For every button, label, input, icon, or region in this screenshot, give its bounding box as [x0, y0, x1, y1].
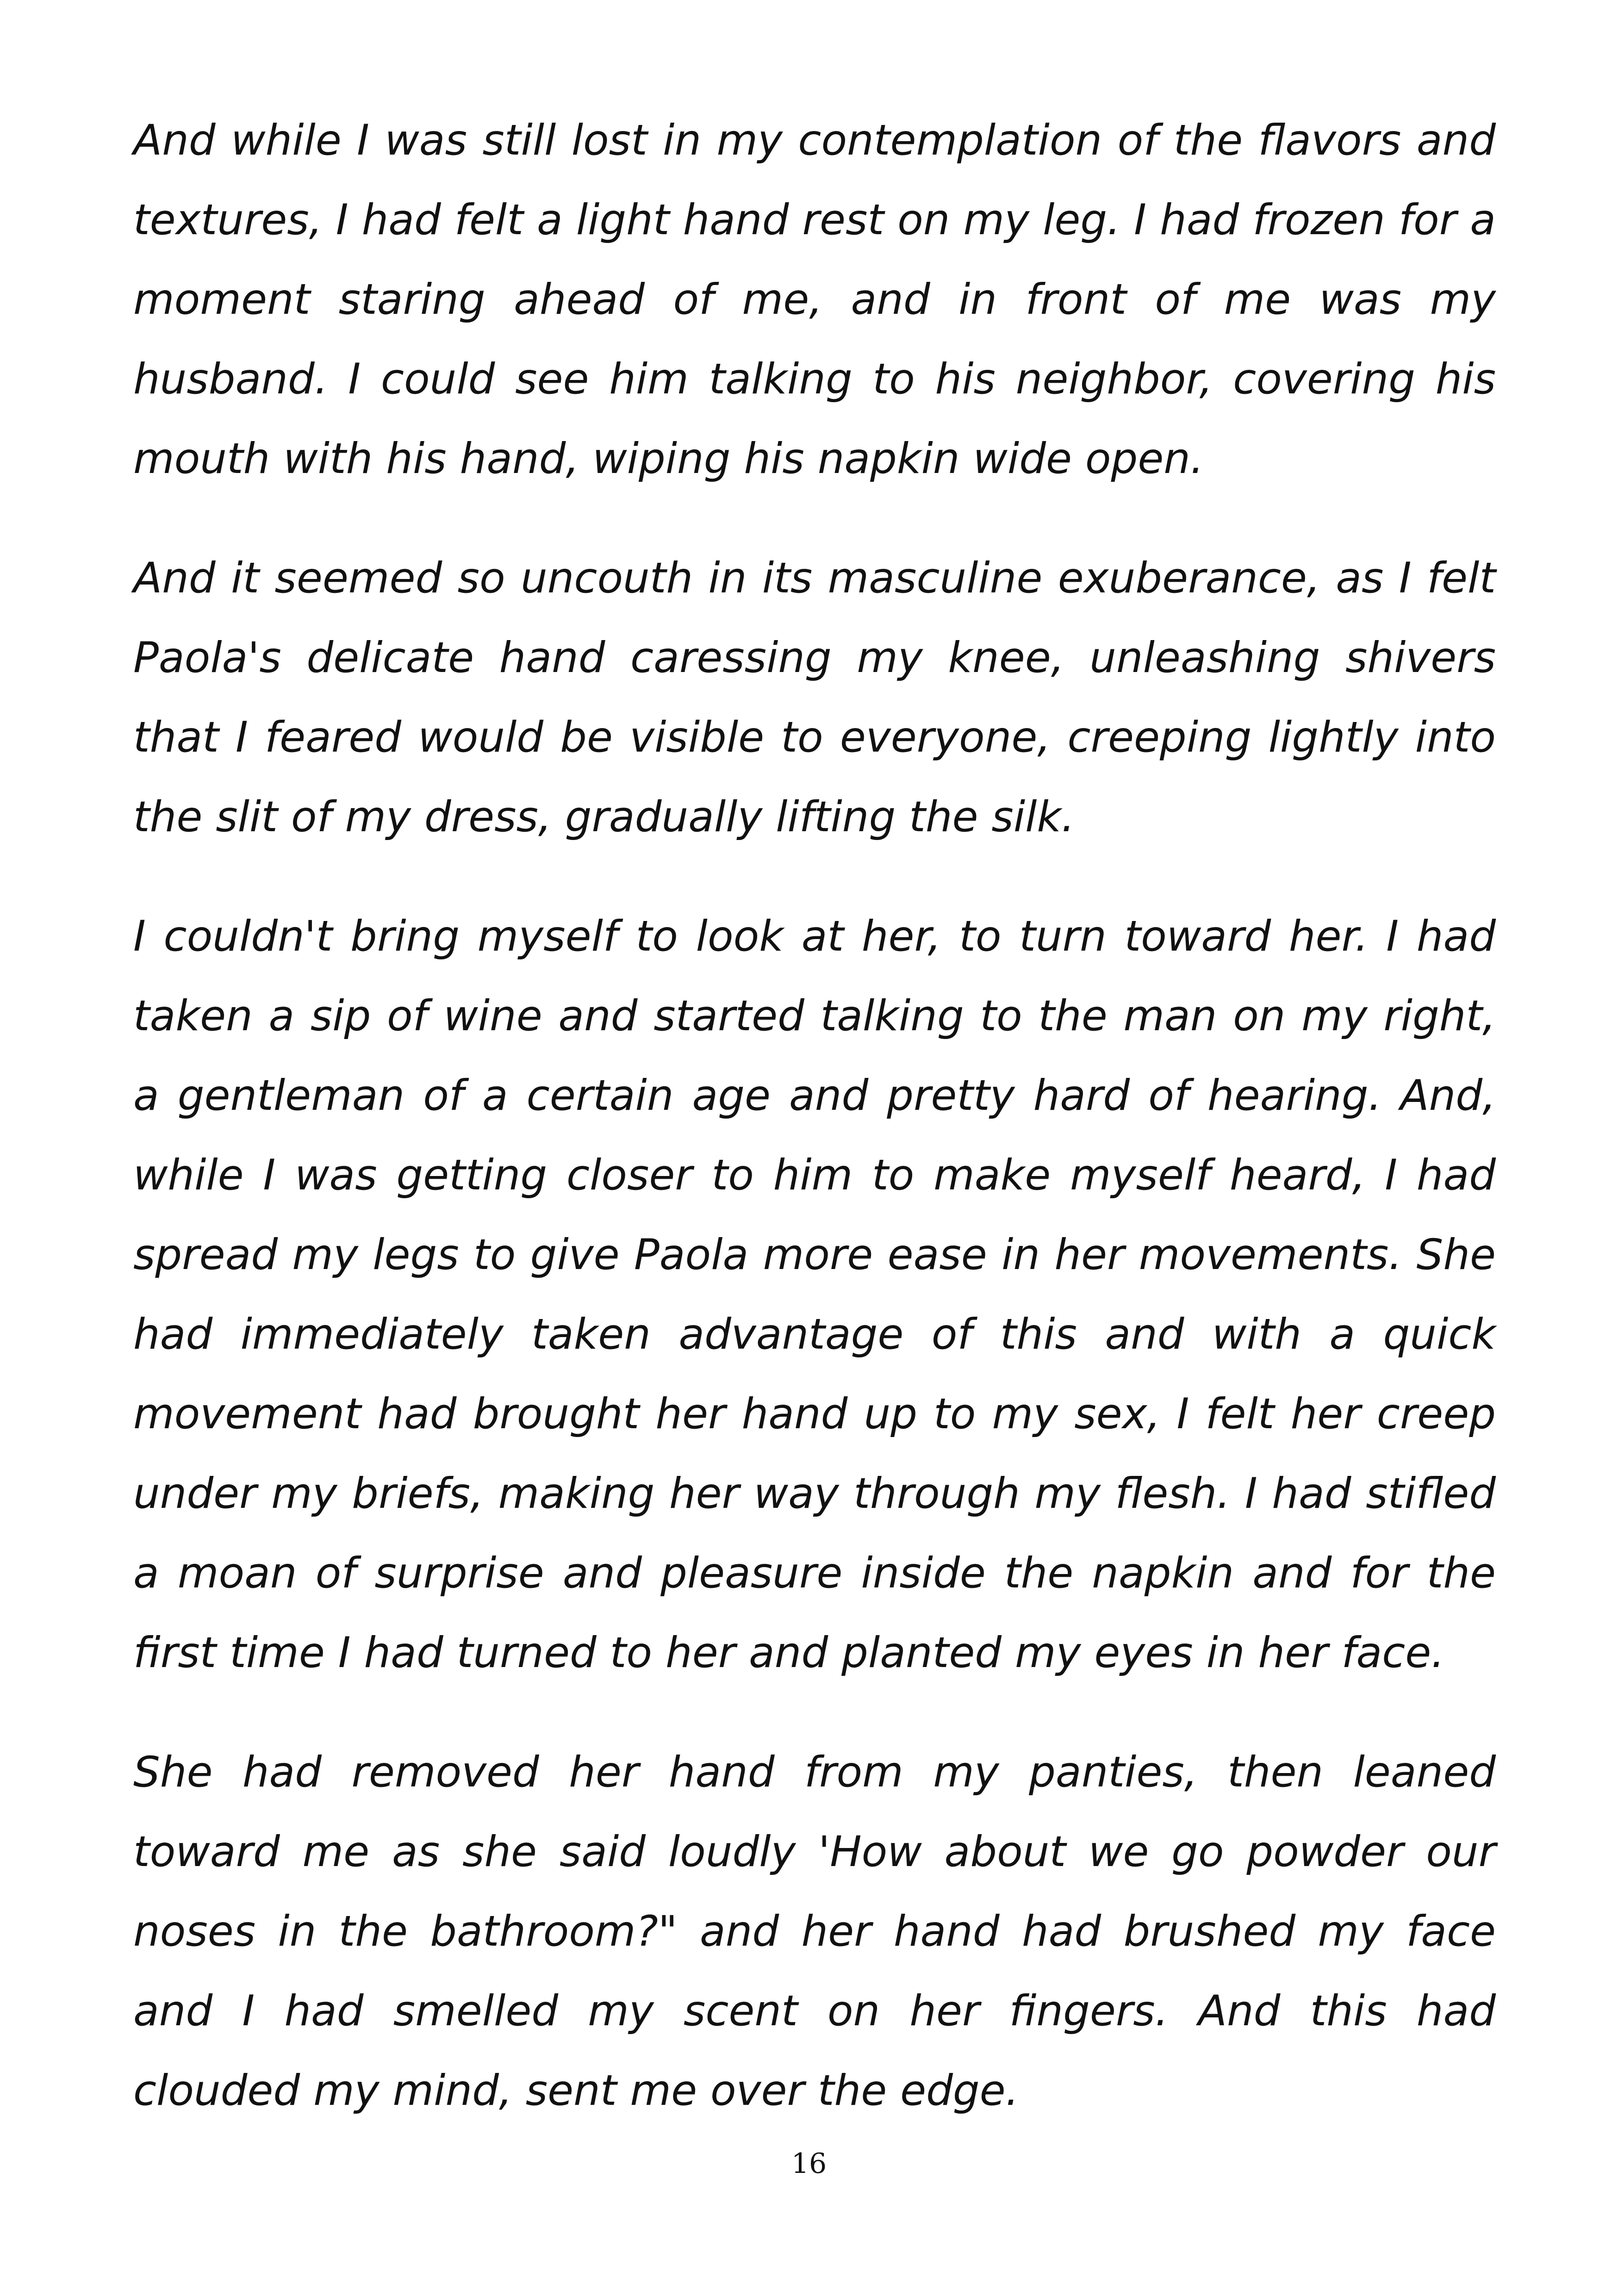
paragraph-2: And it seemed so uncouth in its masculine exuberance, as I felt Paola's delicate hand caressing my knee, unleashing shivers that I feared would be visible to everyone, creeping lightly into the slit of my dress, gradually lifting the silk.	[133, 554, 1496, 841]
paragraph-1: And while I was still lost in my contemplation of the flavors and textures, I had felt a light hand rest on my leg. I had frozen for a moment staring ahead of me, and in front of me was my husband. I could see him talking to his neighbor, covering his mouth with his hand, wiping his napkin wide open.	[133, 116, 1496, 483]
page-number: 16	[791, 2147, 827, 2180]
paragraph-3: I couldn't bring myself to look at her, to turn toward her. I had taken a sip of wine and started talking to the man on my right, a gentleman of a certain age and pretty hard of hearing. And, while I was getting closer to him to make myself heard, I had spread my legs to give Paola more ease in her movements. She had immediately taken advantage of this and with a quick movement had brought her hand up to my sex, I felt her creep under my briefs, making her way through my flesh. I had stifled a moan of surprise and pleasure inside the napkin and for the first time I had turned to her and planted my eyes in her face.	[133, 912, 1496, 1677]
body-text	[133, 101, 1496, 2171]
paragraph-4: She had removed her hand from my panties, then leaned toward me as she said loudly 'How about we go powder our noses in the bathroom?" and her hand had brushed my face and I had smelled my scent on her fingers. And this had clouded my mind, sent me over the edge.	[133, 1748, 1496, 2115]
